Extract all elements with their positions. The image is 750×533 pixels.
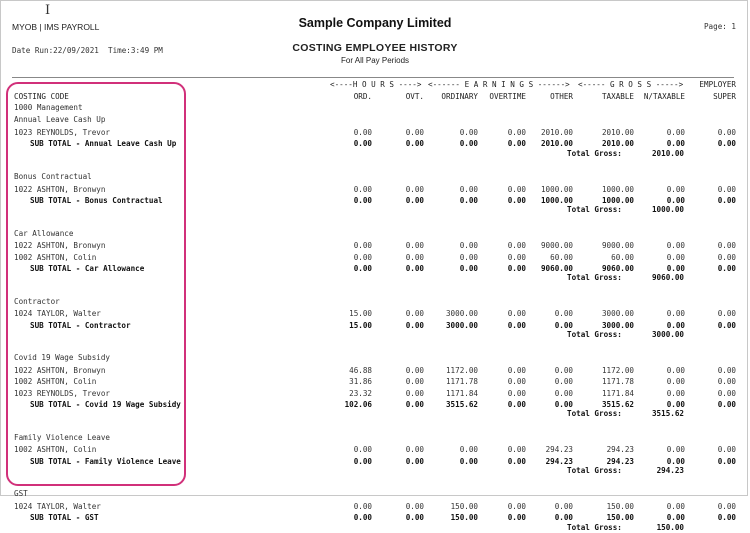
employee-row-value: 0.00 [353, 127, 372, 137]
employee-row-value: 0.00 [554, 366, 573, 376]
employee-row-value: 0.00 [507, 127, 526, 137]
subtotal-value: 0.00 [507, 456, 526, 466]
section-title: Car Allowance [14, 228, 74, 238]
subtotal-value: 0.00 [405, 320, 424, 330]
subtotal-value: 0.00 [459, 138, 478, 148]
page-number: Page: 1 [703, 22, 736, 31]
subtotal-value: 3000.00 [445, 320, 478, 330]
total-gross-value: 3515.62 [651, 409, 684, 419]
subtotal-value: 0.00 [459, 263, 478, 273]
employee-row-value: 0.00 [507, 241, 526, 251]
hours-group-header: <----H O U R S ----> [330, 80, 422, 89]
employee-row-value: 60.00 [550, 252, 573, 262]
employee-row-value: 1000.00 [601, 184, 634, 194]
employee-row-label: 1023 REYNOLDS, Trevor [14, 388, 111, 398]
employee-row-value: 1000.00 [540, 184, 573, 194]
report-title: COSTING EMPLOYEE HISTORY [292, 42, 458, 54]
employee-row-value: 294.23 [606, 445, 634, 455]
section-title: Covid 19 Wage Subsidy [14, 353, 111, 363]
employee-row-value: 0.00 [507, 184, 526, 194]
brand-label: MYOB | IMS PAYROLL [12, 22, 100, 32]
subtotal-value: 0.00 [353, 456, 372, 466]
total-gross-label: Total Gross: [567, 466, 622, 476]
employee-row-label: 1022 ASHTON, Bronwyn [14, 184, 106, 194]
section-title: Contractor [14, 296, 60, 306]
employee-row-value: 0.00 [554, 502, 573, 512]
employee-row-value: 0.00 [405, 252, 424, 262]
subtotal-value: 0.00 [717, 320, 736, 330]
header-divider [12, 77, 734, 78]
employee-row-value: 0.00 [507, 252, 526, 262]
employee-row-value: 0.00 [554, 388, 573, 398]
subtotal-label: SUB TOTAL - Covid 19 Wage Subsidy [30, 399, 181, 409]
total-gross-value: 9060.00 [651, 273, 684, 283]
subtotal-value: 3515.62 [445, 399, 478, 409]
column-header-ordinary: ORDINARY [441, 92, 478, 101]
date-run: Date Run:22/09/2021 Time:3:49 PM [12, 46, 163, 55]
employee-row-value: 9000.00 [540, 241, 573, 251]
subtotal-value: 3515.62 [601, 399, 634, 409]
employee-row-value: 0.00 [507, 502, 526, 512]
subtotal-value: 9060.00 [601, 263, 634, 273]
subtotal-value: 0.00 [554, 513, 573, 523]
subtotal-value: 0.00 [666, 138, 685, 148]
employee-row-value: 0.00 [666, 502, 685, 512]
employee-row-value: 0.00 [717, 388, 736, 398]
subtotal-value: 0.00 [507, 320, 526, 330]
employer-group-header: EMPLOYER [699, 80, 736, 89]
total-gross-value: 2010.00 [651, 148, 684, 158]
subtotal-value: 9060.00 [540, 263, 573, 273]
subtotal-value: 0.00 [666, 320, 685, 330]
category-label: 1000 Management [14, 103, 83, 112]
total-gross-value: 294.23 [656, 466, 684, 476]
total-gross-label: Total Gross: [567, 148, 622, 158]
column-header-taxable: TAXABLE [601, 92, 634, 101]
employee-row-value: 0.00 [459, 127, 478, 137]
column-header-ovt: OVT. [405, 92, 424, 101]
employee-row-value: 294.23 [545, 445, 573, 455]
total-gross-value: 1000.00 [651, 205, 684, 215]
employee-row-value: 0.00 [405, 377, 424, 387]
total-gross-label: Total Gross: [567, 205, 622, 215]
employee-row-value: 1172.00 [445, 366, 478, 376]
employee-row-value: 150.00 [450, 502, 478, 512]
section-title: Family Violence Leave [14, 432, 111, 442]
employee-row-value: 3000.00 [445, 309, 478, 319]
subtotal-label: SUB TOTAL - GST [30, 513, 99, 523]
employee-row-value: 0.00 [717, 445, 736, 455]
employee-row-value: 0.00 [459, 241, 478, 251]
section-title: GST [14, 489, 28, 499]
employee-row-value: 3000.00 [601, 309, 634, 319]
subtotal-value: 0.00 [554, 399, 573, 409]
subtotal-value: 0.00 [717, 263, 736, 273]
text-cursor-icon: I [45, 3, 51, 18]
employee-row-value: 150.00 [606, 502, 634, 512]
employee-row-value: 0.00 [353, 502, 372, 512]
column-header-costing-code: COSTING CODE [14, 92, 69, 101]
total-gross-label: Total Gross: [567, 273, 622, 283]
employee-row-label: 1024 TAYLOR, Walter [14, 502, 101, 512]
subtotal-value: 294.23 [545, 456, 573, 466]
subtotal-value: 0.00 [666, 195, 685, 205]
column-header-ord: ORD. [353, 92, 372, 101]
employee-row-value: 0.00 [507, 366, 526, 376]
employee-row-value: 1171.78 [445, 377, 478, 387]
employee-row-value: 0.00 [353, 252, 372, 262]
column-header-ntaxable: N/TAXABLE [643, 92, 685, 101]
employee-row-value: 0.00 [405, 445, 424, 455]
subtotal-value: 2010.00 [540, 138, 573, 148]
subtotal-value: 15.00 [349, 320, 372, 330]
employee-row-label: 1022 ASHTON, Bronwyn [14, 366, 106, 376]
subtotal-value: 1000.00 [540, 195, 573, 205]
employee-row-value: 0.00 [717, 366, 736, 376]
subtotal-label: SUB TOTAL - Bonus Contractual [30, 195, 163, 205]
employee-row-value: 0.00 [507, 309, 526, 319]
employee-row-value: 0.00 [717, 502, 736, 512]
subtotal-label: SUB TOTAL - Car Allowance [30, 263, 145, 273]
employee-row-value: 0.00 [717, 377, 736, 387]
employee-row-value: 0.00 [507, 388, 526, 398]
employee-row-label: 1022 ASHTON, Bronwyn [14, 241, 106, 251]
employee-row-label: 1002 ASHTON, Colin [14, 377, 97, 387]
employee-row-value: 2010.00 [540, 127, 573, 137]
employee-row-value: 0.00 [666, 184, 685, 194]
employee-row-value: 0.00 [353, 445, 372, 455]
employee-row-value: 0.00 [459, 445, 478, 455]
employee-row-value: 0.00 [459, 252, 478, 262]
employee-row-value: 0.00 [717, 241, 736, 251]
total-gross-value: 3000.00 [651, 330, 684, 340]
employee-row-value: 46.88 [349, 366, 372, 376]
subtotal-value: 0.00 [507, 195, 526, 205]
employee-row-value: 0.00 [405, 241, 424, 251]
subtotal-value: 0.00 [507, 513, 526, 523]
subtotal-value: 3000.00 [601, 320, 634, 330]
costing-code-highlight [6, 82, 186, 486]
subtotal-value: 0.00 [666, 263, 685, 273]
column-header-super: SUPER [713, 92, 736, 101]
subtotal-value: 1000.00 [601, 195, 634, 205]
employee-row-value: 9000.00 [601, 241, 634, 251]
employee-row-value: 1171.78 [601, 377, 634, 387]
employee-row-value: 0.00 [666, 127, 685, 137]
subtotal-value: 0.00 [554, 320, 573, 330]
earnings-group-header: <------ E A R N I N G S ------> [428, 80, 570, 89]
employee-row-value: 0.00 [405, 388, 424, 398]
employee-row-value: 0.00 [717, 252, 736, 262]
employee-row-value: 1171.84 [445, 388, 478, 398]
subtotal-value: 0.00 [405, 399, 424, 409]
employee-row-value: 2010.00 [601, 127, 634, 137]
employee-row-value: 0.00 [717, 309, 736, 319]
subtotal-value: 0.00 [717, 195, 736, 205]
total-gross-label: Total Gross: [567, 330, 622, 340]
employee-row-value: 0.00 [405, 184, 424, 194]
employee-row-value: 0.00 [353, 241, 372, 251]
employee-row-value: 0.00 [717, 127, 736, 137]
subtotal-value: 294.23 [606, 456, 634, 466]
employee-row-value: 60.00 [611, 252, 634, 262]
employee-row-value: 1171.84 [601, 388, 634, 398]
employee-row-value: 0.00 [353, 184, 372, 194]
subtotal-value: 0.00 [666, 513, 685, 523]
subtotal-value: 0.00 [405, 456, 424, 466]
subtotal-value: 0.00 [507, 138, 526, 148]
employee-row-value: 0.00 [405, 366, 424, 376]
subtotal-value: 0.00 [717, 399, 736, 409]
employee-row-value: 0.00 [666, 366, 685, 376]
employee-row-label: 1002 ASHTON, Colin [14, 445, 97, 455]
total-gross-label: Total Gross: [567, 409, 622, 419]
employee-row-value: 23.32 [349, 388, 372, 398]
employee-row-value: 0.00 [507, 445, 526, 455]
subtotal-label: SUB TOTAL - Contractor [30, 320, 131, 330]
subtotal-value: 150.00 [450, 513, 478, 523]
employee-row-value: 0.00 [717, 184, 736, 194]
column-header-overtime: OVERTIME [489, 92, 526, 101]
report-subtitle: For All Pay Periods [340, 56, 410, 65]
subtotal-value: 0.00 [405, 513, 424, 523]
subtotal-value: 0.00 [405, 138, 424, 148]
employee-row-value: 0.00 [666, 252, 685, 262]
subtotal-value: 0.00 [405, 263, 424, 273]
employee-row-value: 0.00 [666, 445, 685, 455]
subtotal-value: 0.00 [353, 263, 372, 273]
column-header-other: OTHER [550, 92, 573, 101]
employee-row-value: 0.00 [405, 127, 424, 137]
employee-row-value: 0.00 [459, 184, 478, 194]
total-gross-value: 150.00 [656, 523, 684, 532]
employee-row-label: 1002 ASHTON, Colin [14, 252, 97, 262]
subtotal-value: 0.00 [507, 263, 526, 273]
employee-row-value: 0.00 [666, 309, 685, 319]
employee-row-value: 0.00 [666, 388, 685, 398]
section-title: Bonus Contractual [14, 171, 92, 181]
employee-row-value: 0.00 [666, 377, 685, 387]
subtotal-value: 150.00 [606, 513, 634, 523]
employee-row-label: 1024 TAYLOR, Walter [14, 309, 101, 319]
employee-row-value: 0.00 [405, 309, 424, 319]
employee-row-value: 0.00 [507, 377, 526, 387]
subtotal-value: 0.00 [353, 513, 372, 523]
section-title: Annual Leave Cash Up [14, 115, 106, 124]
subtotal-value: 2010.00 [601, 138, 634, 148]
subtotal-value: 0.00 [459, 195, 478, 205]
gross-group-header: <----- G R O S S -----> [578, 80, 684, 89]
subtotal-label: SUB TOTAL - Family Violence Leave [30, 456, 181, 466]
subtotal-label: SUB TOTAL - Annual Leave Cash Up [30, 138, 177, 148]
subtotal-value: 0.00 [459, 456, 478, 466]
employee-row-value: 0.00 [405, 502, 424, 512]
employee-row-value: 0.00 [554, 377, 573, 387]
employee-row-value: 31.86 [349, 377, 372, 387]
subtotal-value: 0.00 [666, 399, 685, 409]
subtotal-value: 0.00 [353, 195, 372, 205]
subtotal-value: 102.06 [344, 399, 372, 409]
employee-row-value: 0.00 [666, 241, 685, 251]
subtotal-value: 0.00 [666, 456, 685, 466]
employee-row-value: 15.00 [349, 309, 372, 319]
employee-row-value: 1172.00 [601, 366, 634, 376]
total-gross-label: Total Gross: [567, 523, 622, 532]
subtotal-value: 0.00 [405, 195, 424, 205]
subtotal-value: 0.00 [507, 399, 526, 409]
subtotal-value: 0.00 [717, 456, 736, 466]
subtotal-value: 0.00 [353, 138, 372, 148]
subtotal-value: 0.00 [717, 138, 736, 148]
company-name: Sample Company Limited [298, 16, 452, 30]
subtotal-value: 0.00 [717, 513, 736, 523]
employee-row-label: 1023 REYNOLDS, Trevor [14, 127, 111, 137]
employee-row-value: 0.00 [554, 309, 573, 319]
